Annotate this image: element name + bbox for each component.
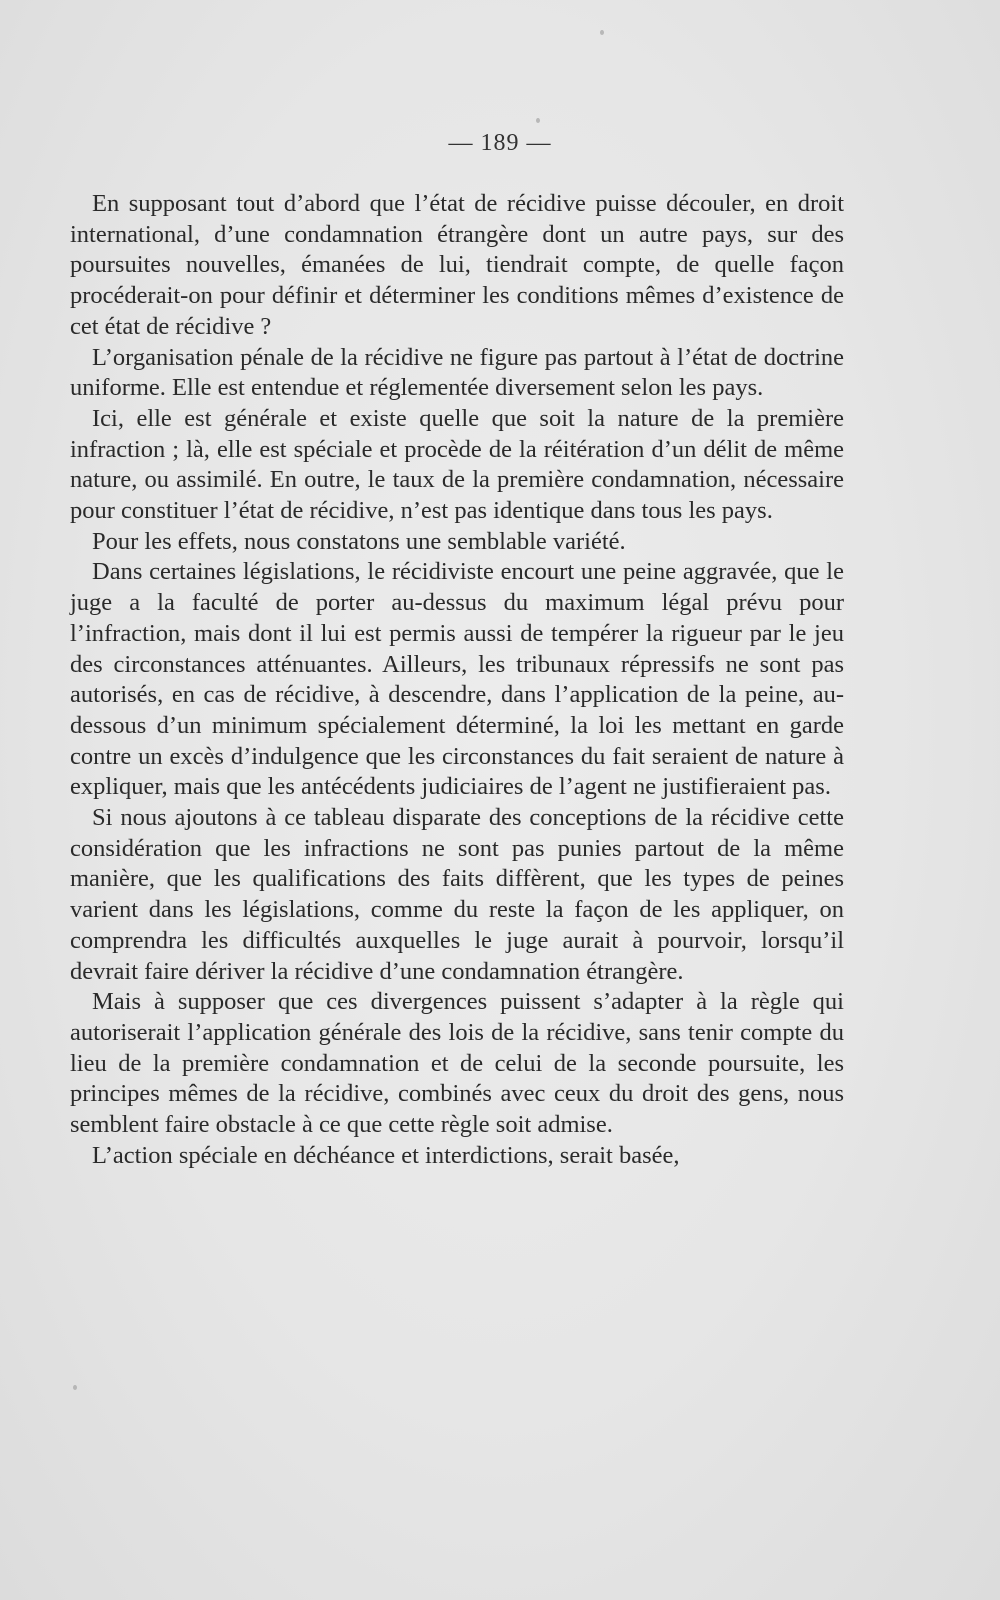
paragraph: Si nous ajoutons à ce tableau disparate des conceptions de la récidive cette considération que les infractions ne sont pas punies partout de la même manière, que les qualifications des faits diffèrent, que les types de peines varient dans les législations, comme du reste la façon de les appliquer, on comprendra les difficultés auxquelles le juge aurait à pourvoir, lorsqu’il devrait faire dériver la récidive d’une condamnation étrangère. bbox=[70, 804, 844, 985]
paragraph: En supposant tout d’abord que l’état de récidive puisse découler, en droit international, d’une condamnation étrangère dont un autre pays, sur des poursuites nouvelles, émanées de lui, tiendrait compte, de quelle façon procéderait-on pour définir et déterminer les conditions mêmes d’existence de cet état de récidive ? bbox=[70, 190, 844, 340]
paragraph: Dans certaines législations, le récidiviste encourt une peine aggravée, que le juge a la faculté de porter au-dessus du maximum légal prévu pour l’infraction, mais dont il lui est permis aussi de tempérer la rigueur par le jeu des circonstances atténuantes. Ailleurs, les tribunaux répressifs ne sont pas autorisés, en cas de récidive, à descendre, dans l’application de la peine, au-dessous d’un minimum spécialement déterminé, la loi les mettant en garde contre un excès d’indulgence que les circonstances du fait seraient de nature à expliquer, mais que les antécédents judiciaires de l’agent ne justifieraient pas. bbox=[70, 558, 844, 801]
body-text bbox=[70, 189, 844, 1172]
paper-speck bbox=[73, 1385, 77, 1390]
page-number: — 189 — bbox=[448, 130, 552, 156]
paragraph: L’action spéciale en déchéance et interdictions, serait basée, bbox=[92, 1141, 680, 1169]
paragraph: Mais à supposer que ces divergences puissent s’adapter à la règle qui autoriserait l’application générale des lois de la récidive, sans tenir compte du lieu de la première condamnation et de celui de la seconde poursuite, les principes mêmes de la récidive, combinés avec ceux du droit des gens, nous semblent faire obstacle à ce que cette règle soit admise. bbox=[70, 988, 844, 1139]
paper-speck bbox=[600, 30, 604, 35]
paper-speck bbox=[536, 118, 540, 123]
paragraph: Ici, elle est générale et existe quelle que soit la nature de la première infraction ; là, elle est spéciale et procède de la réitération d’un délit de même nature, ou assimilé. En outre, le taux de la première condamnation, nécessaire pour constituer l’état de récidive, n’est pas identique dans tous les pays. bbox=[70, 404, 844, 525]
paragraph: Pour les effets, nous constatons une semblable variété. bbox=[92, 527, 626, 555]
paragraph: L’organisation pénale de la récidive ne figure pas partout à l’état de doctrine uniforme. Elle est entendue et réglementée diversement selon les pays. bbox=[70, 343, 844, 402]
